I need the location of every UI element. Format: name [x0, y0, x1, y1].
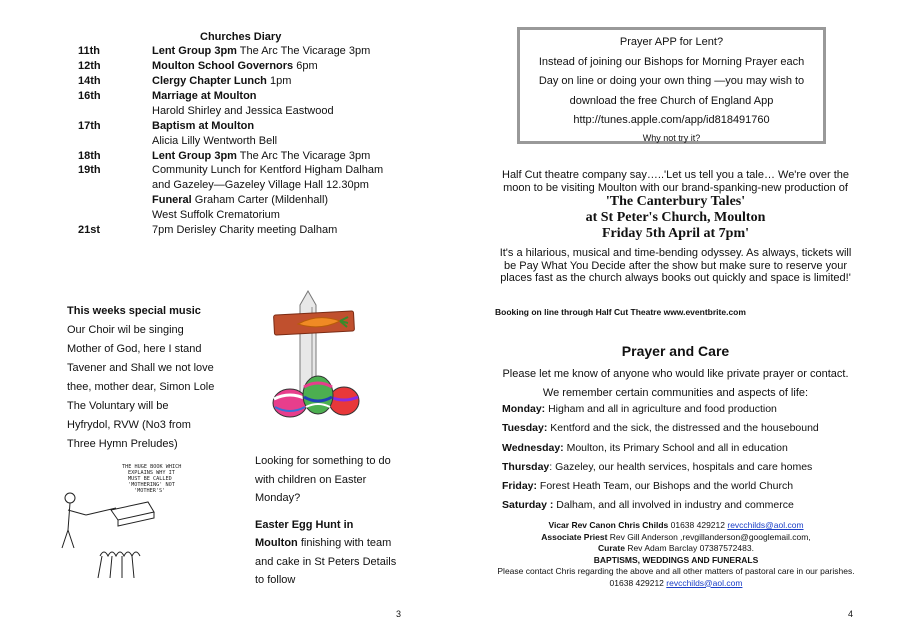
music-line: Three Hymn Preludes): [67, 438, 178, 450]
diary-date: 16th: [78, 90, 101, 102]
day-text: Dalham, and all involved in industry and commerce: [553, 499, 794, 511]
day-label: Saturday :: [502, 499, 554, 511]
app-title: Prayer APP for Lent?: [619, 36, 724, 48]
diary-event-text: Graham Carter (Mildenhall): [191, 194, 329, 206]
associate-label: Associate Priest: [541, 531, 608, 542]
diary-event: [152, 119, 254, 133]
prayer-day-wednesday: [502, 442, 788, 454]
music-line: Hyfrydol, RVW (No3 from: [67, 419, 191, 431]
contact-note: [490, 566, 862, 589]
cartoon-caption-line: 'MOTHERING' NOT: [128, 482, 175, 488]
easter-egg-hunt: [255, 452, 397, 590]
diary-event: [152, 193, 328, 207]
day-text: : Gazeley, our health services, hospitals and care homes: [549, 461, 813, 473]
cartoon-caption-line: MUST BE CALLED: [128, 476, 172, 482]
diary-event-text: 1pm: [266, 75, 292, 87]
cartoon-caption-line: THE HUGE BOOK WHICH: [122, 464, 182, 470]
app-link[interactable]: http://tunes.apple.com/app/id818491760: [573, 114, 770, 126]
theatre-notice: [498, 169, 853, 285]
day-label: Friday:: [502, 480, 538, 492]
diary-event: [152, 59, 318, 73]
cartoon-caption: [122, 464, 181, 494]
vicar-label: Vicar Rev Canon Chris Childs: [548, 520, 669, 530]
diary-event: [152, 44, 370, 58]
diary-event: [152, 89, 257, 103]
diary-date: 12th: [78, 60, 101, 72]
cartoon-caption-line: 'MOTHER'S': [134, 488, 166, 494]
prayer-day-tuesday: [502, 422, 819, 434]
diary-event-text: and Gazeley—Gazeley Village Hall 12.30pm: [152, 179, 369, 191]
contact-text: Please contact Chris regarding the above and all other matters of pastoral care in our parishes. 01638 429212: [497, 566, 855, 588]
day-text: Moulton, its Primary School and all in education: [563, 442, 788, 454]
diary-date: 14th: [78, 75, 101, 87]
diary-date: 18th: [78, 150, 101, 162]
diary-event-bold: Lent Group 3pm: [152, 45, 237, 57]
associate-text: Rev Gill Anderson ,revgillanderson@googlemail.com,: [607, 531, 811, 542]
app-footer: Why not try it?: [642, 132, 701, 143]
diary-event-bold: Marriage at Moulton: [152, 90, 257, 102]
diary-event-bold: Baptism at Moulton: [152, 120, 255, 132]
easter-details: [255, 516, 397, 590]
diary-event: [152, 208, 280, 222]
easter-hunt-text: finishing with team and cake in St Peters Details to follow: [255, 537, 397, 586]
theatre-title-2: at St Peter's Church, Moulton: [585, 210, 766, 225]
diary-event-bold: Clergy Chapter Lunch: [152, 75, 267, 87]
cartoon-caption-line: EXPLAINS WHY IT: [128, 470, 175, 476]
diary-event-text: The Arc The Vicarage 3pm: [236, 150, 371, 162]
music-line: thee, mother dear, Simon Lole: [67, 381, 215, 393]
diary-event-text: 6pm: [293, 60, 318, 72]
curate-label: Curate: [598, 543, 625, 553]
day-label: Monday:: [502, 403, 546, 415]
app-line: download the free Church of England App: [569, 94, 774, 107]
diary-event-text: The Arc The Vicarage 3pm: [236, 45, 371, 57]
prayer-care-intro: Please let me know of anyone who would like private prayer or contact. We remember certain communities and aspects of life:: [502, 368, 849, 399]
special-music: [67, 302, 242, 454]
easter-cross-illustration: [268, 287, 368, 425]
vicar-phone: 01638 429212: [668, 520, 728, 530]
vicar-email-link[interactable]: revcchilds@aol.com: [727, 520, 804, 530]
day-label: Thursday: [502, 461, 550, 473]
diary-event-text: Community Lunch for Kentford Higham Dalham: [152, 164, 384, 176]
prayer-day-friday: [502, 480, 793, 492]
diary-date: 21st: [78, 224, 101, 236]
associate-contact: [490, 532, 862, 544]
music-line: Mother of God, here I stand: [67, 343, 202, 355]
day-text: Forest Heath Team, our Bishops and the world Church: [537, 480, 794, 492]
diary-event-bold: Lent Group 3pm: [152, 150, 237, 162]
theatre-intro: Half Cut theatre company say…..'Let us tell you a tale… We're over the moon to be visiting Moulton with our brand-spanking-new production of: [502, 169, 849, 194]
theatre-title-1: 'The Canterbury Tales': [605, 194, 746, 209]
diary-event-bold: Funeral: [152, 194, 192, 206]
diary-event: [152, 223, 337, 237]
day-text: Kentford and the sick, the distressed and the housebound: [547, 422, 819, 434]
diary-date: 17th: [78, 120, 101, 132]
day-label: Wednesday:: [502, 442, 564, 454]
booking-info: Booking on line through Half Cut Theatre www.eventbrite.com: [495, 307, 746, 317]
page-number-right: 4: [848, 609, 854, 619]
diary-event: [152, 163, 383, 177]
diary-date: 11th: [78, 45, 101, 57]
prayer-day-thursday: [502, 461, 812, 473]
diary-event: [152, 104, 334, 118]
curate-contact: [490, 543, 862, 555]
prayer-care-title: Prayer and Care: [621, 343, 730, 359]
music-title: This weeks special music: [67, 305, 201, 317]
diary-event: [152, 149, 370, 163]
music-line: Our Choir wil be singing: [67, 324, 184, 336]
day-text: Higham and all in agriculture and food production: [545, 403, 777, 415]
music-line: The Voluntary will be: [67, 400, 169, 412]
curate-text: Rev Adam Barclay 07387572483.: [624, 543, 754, 553]
page-number-left: 3: [396, 609, 402, 619]
bwf-heading: BAPTISMS, WEDDINGS AND FUNERALS: [593, 554, 759, 565]
diary-event-text: Alicia Lilly Wentworth Bell: [152, 135, 278, 147]
app-line: Instead of joining our Bishops for Morning Prayer each: [538, 55, 805, 68]
diary-date: 19th: [78, 164, 101, 176]
theatre-body: It's a hilarious, musical and time-bending odyssey. As always, tickets will be Pay What You Decide after the show but make sure to reserve your places fast as the church always books out quickly and space is limited!': [499, 247, 852, 284]
diary-event-bold: Moulton School Governors: [152, 60, 294, 72]
easter-question: Looking for something to do with children on Easter Monday?: [255, 455, 391, 504]
diary-event-text: 7pm Derisley Charity meeting Dalham: [152, 224, 338, 236]
prayer-day-saturday: [502, 499, 794, 511]
app-line: Day on line or doing your own thing —you may wish to: [538, 75, 805, 87]
diary-event-text: West Suffolk Crematorium: [152, 209, 280, 221]
theatre-title-3: Friday 5th April at 7pm': [601, 226, 749, 241]
easter-hunt-title: Easter Egg Hunt in Moulton: [255, 518, 354, 549]
prayer-day-monday: [502, 403, 777, 415]
mothering-sunday-cartoon: [56, 460, 206, 590]
day-label: Tuesday:: [502, 422, 548, 434]
diary-event: [152, 74, 291, 88]
clergy-contacts: [490, 520, 862, 589]
diary-event-text: Harold Shirley and Jessica Eastwood: [152, 105, 334, 117]
diary-title: Churches Diary: [200, 31, 282, 43]
music-line: Tavener and Shall we not love: [67, 362, 214, 374]
diary-event: [152, 178, 369, 192]
diary-event: [152, 134, 277, 148]
contact-email-link[interactable]: revcchilds@aol.com: [666, 577, 743, 588]
prayer-app-box: [517, 27, 826, 144]
vicar-contact: [490, 520, 862, 532]
